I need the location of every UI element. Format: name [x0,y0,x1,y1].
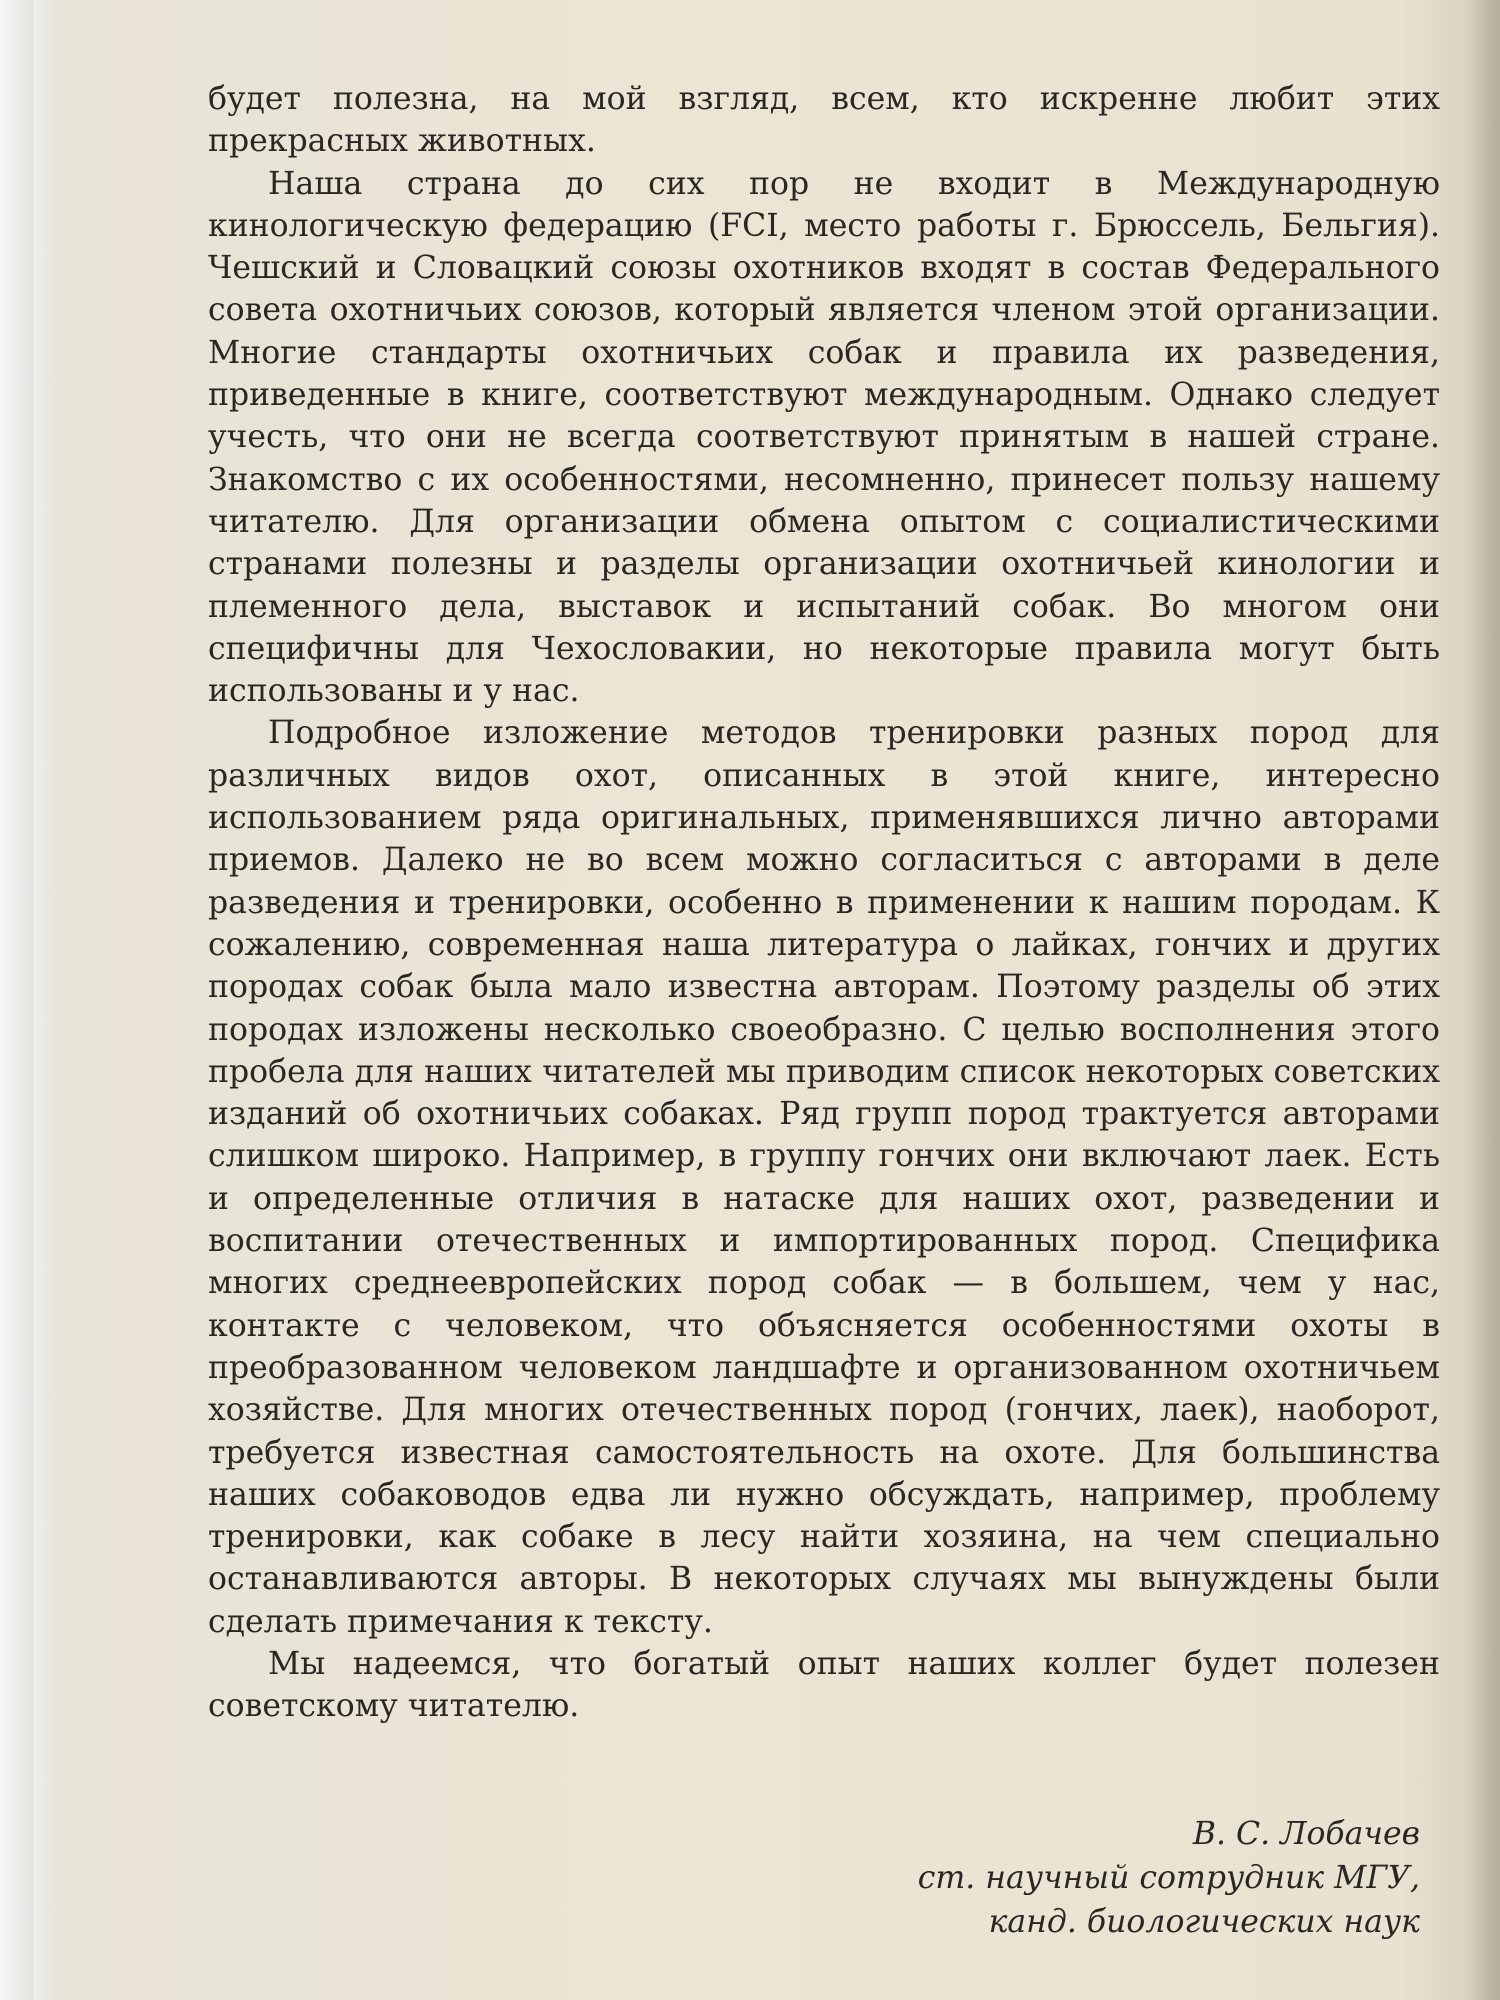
page-right-shadow [1464,0,1500,2000]
paragraph-2: Наша страна до сих пор не входит в Международную кинологическую федерацию (FCI, место работы г. Брюссель, Бельгия). Чешский и Словацкий союзы охотников входят в состав Федерального совета охотничьих союзов, который является членом этой организации. Многие стандарты охотничьих собак и правила их разведения, приведенные в книге, соответствуют международным. Однако следует учесть, что они не всегда соответствуют принятым в нашей стране. Знакомство с их особенностями, несомненно, принесет пользу нашему читателю. Для организации обмена опытом с социалистическими странами полезны и разделы организации охотничьей кинологии и племенного дела, выставок и испытаний собак. Во многом они специфичны для Чехословакии, но некоторые правила могут быть использованы и у нас. [208,165,1440,710]
signature-name: В. С. Лобачев [1192,1816,1420,1852]
body-text [208,78,1440,1728]
paragraph-3: Подробное изложение методов тренировки разных пород для различных видов охот, описанных в этой книге, интересно использованием ряда оригинальных, применявшихся лично авторами приемов. Далеко не во всем можно согласиться с авторами в деле разведения и тренировки, особенно в применении к нашим породам. К сожалению, современная наша литература о лайках, гончих и других породах собак была мало известна авторам. Поэтому разделы об этих породах изложены несколько своеобразно. С целью восполнения этого пробела для наших читателей мы приводим список некоторых советских изданий об охотничьих собаках. Ряд групп пород трактуется авторами слишком широко. Например, в группу гончих они включают лаек. Есть и определенные отличия в натаске для наших охот, разведении и воспитании отечественных и импортированных пород. Специфика многих среднеевропейских пород собак — в большем, чем у нас, контакте с человеком, что объясняется особенностями охоты в преобразованном человеком ландшафте и организованном охотничьем хозяйстве. Для многих отечественных пород (гончих, лаек), наоборот, требуется известная самостоятельность на охоте. Для большинства наших собаководов едва ли нужно обсуждать, например, проблему тренировки, как собаке в лесу найти хозяина, на чем специально останавливаются авторы. В некоторых случаях мы вынуждены были сделать примечания к тексту. [208,715,1440,1640]
page-left-edge [0,0,34,2000]
paragraph-1: будет полезна, на мой взгляд, всем, кто искренне любит этих прекрасных животных. [208,81,1440,160]
signature-degree: канд. биологических наук [988,1904,1420,1940]
paragraph-4: Мы надеемся, что богатый опыт наших коллег будет полезен советскому читателю. [208,1645,1440,1725]
signature-block [520,1812,1420,1944]
signature-position: ст. научный сотрудник МГУ, [917,1860,1420,1896]
